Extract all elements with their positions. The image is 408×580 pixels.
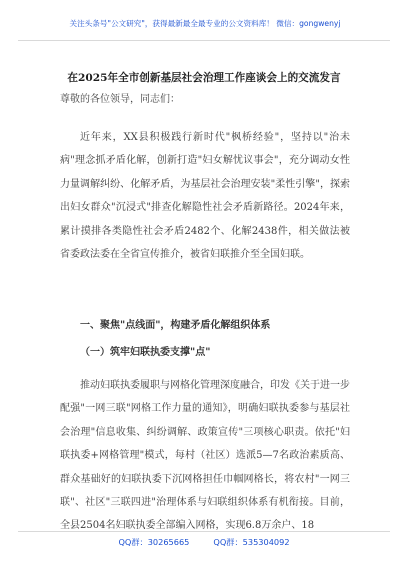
subsection-heading: （一）筑牢妇联执委支撑"点" [80, 347, 211, 358]
body-paragraph-detail: 推动妇联执委履职与网格化管理深度融合，印发《关于进一步配强"一网三联"网格工作力量的通知》，明确妇联执委参与基层社会治理"信息收集、纠纷调解、政策宣传"三项核心职责。依托"妇联执委+网格管理"模式，每村（社区）选派5—7名政治素质高、群众基础好的妇联执委下沉网格担任巾帼网格长，将农村"一网三联"、社区"三联四进"治理体系与妇联组织体系有机衔接。目前，全县2504名妇联执委全部编入网格，实现6.8万余户、18 [60, 380, 350, 532]
qq-group-2: QQ群：535304092 [213, 537, 290, 547]
footer-contact [0, 536, 408, 548]
document-title: 在2025年全市创新基层社会治理工作座谈会上的交流发言 [67, 72, 341, 84]
promo-banner: 关注头条号"公文研究"，获得最新最全最专业的公文资料库！ 微信：gongwenyj [69, 19, 341, 28]
body-paragraph-intro: 近年来，XX县积极践行新时代"枫桥经验"，坚持以"治未病"理念抓矛盾化解，创新打造"妇女解忧议事会"，充分调动女性力量调解纠纷、化解矛盾，为基层社会治理安装"柔性引擎"，探索出妇女群众"沉浸式"排查化解隐性社会矛盾新路径。2024年来，累计摸排各类隐性社会矛盾2482个、化解2438件，相关做法被省委政法委在全省宣传推介，被省妇联推介至全国妇联。 [60, 132, 350, 261]
header-divider [18, 40, 390, 41]
section-heading: 一、聚焦"点线面"，构建矛盾化解组织体系 [80, 320, 271, 331]
salutation: 尊敬的各位领导，同志们： [60, 94, 180, 105]
qq-group-1: QQ群：30265665 [118, 537, 190, 547]
footer-divider [18, 531, 390, 532]
